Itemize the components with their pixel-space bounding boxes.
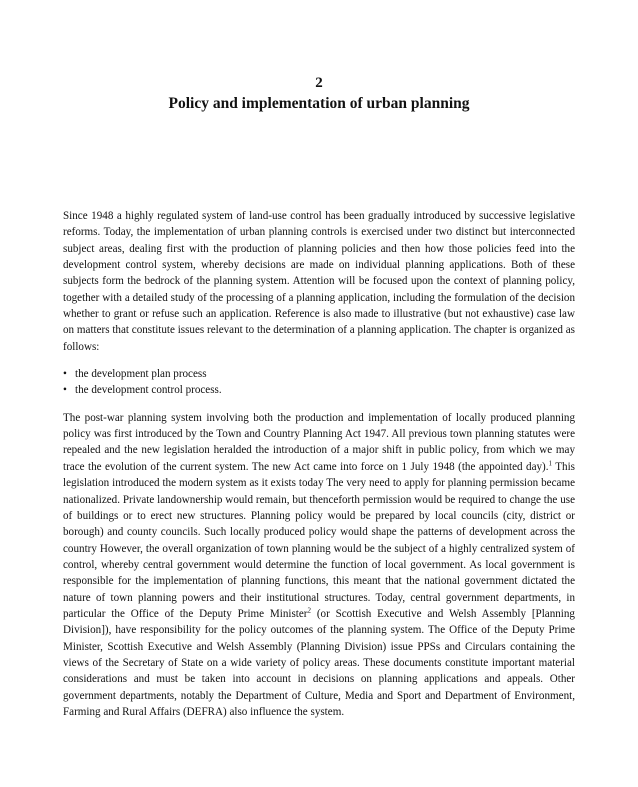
bullet-icon: •	[63, 384, 67, 397]
footnote-ref-2: 2	[307, 606, 311, 615]
chapter-number: 2	[315, 75, 323, 91]
history-paragraph	[63, 410, 575, 721]
list-item-text: the development plan process	[75, 368, 207, 381]
history-text-part-2: This legislation introduced the modern system as it exists today The very need to apply for planning permission became nationalized. Private landownership would remain, but thenceforth permission would be required to change the use of buildings or to erect new structures. Planning policy would be prepared by local councils (city, district or borough) and county councils. Such locally produced policy would shape the patterns of development across the country However, the overall organization of town planning would be the subject of a highly centralized system of control, whereby central government would determine the function of local government. As local government is responsible for the implementation of planning functions, this meant that the national government dictated the nature of town planning powers and their institutional structures. Today, central government departments, in particular the Office of the Deputy Prime Minister	[63, 460, 575, 620]
list-item-text: the development control process.	[75, 384, 222, 397]
list-item	[63, 382, 575, 398]
history-text-part-1: The post-war planning system involving both the production and implementation of locally produced planning policy was first introduced by the Town and Country Planning Act 1947. All previous town planning statutes were repealed and the new legislation heralded the introduction of a major shift in public policy, from which we may trace the evolution of the current system. The new Act came into force on 1 July 1948 (the appointed day).	[63, 411, 575, 473]
intro-paragraph: Since 1948 a highly regulated system of land-use control has been gradually introduced by successive legislative reforms. Today, the implementation of urban planning controls is exercised under two distinct but interconnected subject areas, dealing first with the production of planning policies and then how those policies feed into the development control system, whereby decisions are made on individual planning applications. Both of these subjects form the bedrock of the planning system. Attention will be focused upon the context of planning policy, together with a detailed study of the processing of a planning application, including the formulation of the decision whether to grant or refuse such an application. Reference is also made to illustrative (but not exhaustive) case law on matters that constitute issues relevant to the determination of a planning application. The chapter is organized as follows:	[63, 210, 575, 353]
chapter-outline-list	[63, 366, 575, 399]
history-text-part-3: (or Scottish Executive and Welsh Assembly [Planning Division]), have responsibility for the policy outcomes of the planning system. The Office of the Deputy Prime Minister, Scottish Executive and Welsh Assembly (Planning Division) issue PPSs and Circulars containing the views of the Secretary of State on a wide variety of policy areas. These documents constitute important material considerations and must be taken into account in decisions on planning applications and appeals. Other government departments, notably the Department of Culture, Media and Sport and Department of Environment, Farming and Rural Affairs (DEFRA) also influence the system.	[63, 607, 575, 718]
chapter-title: Policy and implementation of urban planning	[168, 95, 470, 112]
list-item	[63, 366, 575, 382]
bullet-icon: •	[63, 368, 67, 381]
body-text	[63, 208, 575, 720]
footnote-ref-1: 1	[548, 459, 553, 468]
